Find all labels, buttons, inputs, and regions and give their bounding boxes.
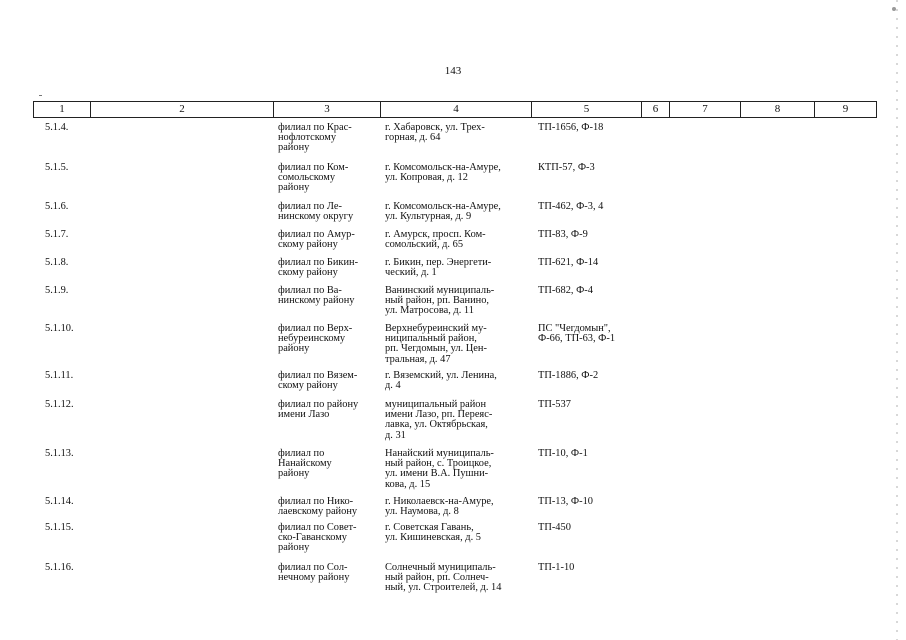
branch-name: филиал по Амур- скому району	[278, 229, 355, 251]
header-cell-9: 9	[842, 103, 849, 115]
row-number: 5.1.5.	[45, 162, 69, 173]
row-number: 5.1.6.	[45, 201, 69, 212]
branch-name: филиал по Бикин- скому району	[278, 257, 359, 279]
branch-name: филиал по Совет- ско-Гаванскому району	[278, 522, 357, 554]
branch-address: Нанайский муниципаль- ный район, с. Троицкое, ул. имени В.А. Пушни- кова, д. 15	[385, 448, 494, 490]
substation-ref: КТП-57, Ф-3	[538, 162, 595, 173]
substation-ref: ТП-83, Ф-9	[538, 229, 588, 240]
header-cell-4: 4	[381, 102, 532, 117]
branch-address: г. Амурск, просп. Ком- сомольский, д. 65	[385, 229, 486, 251]
table-row	[0, 202, 906, 230]
row-number: 5.1.13.	[45, 448, 74, 459]
table-row	[0, 371, 906, 400]
branch-name: филиал по Ле- нинскому округу	[278, 201, 354, 223]
branch-address: г. Вяземский, ул. Ленина, д. 4	[385, 370, 497, 392]
scan-speck	[39, 95, 42, 96]
branch-name: филиал по Крас- нофлотскому району	[278, 122, 352, 154]
page-number: 143	[444, 65, 462, 77]
row-number: 5.1.16.	[45, 562, 74, 573]
table-row	[0, 286, 906, 324]
branch-name: филиал по Сол- нечному району	[278, 562, 350, 584]
table-row	[0, 449, 906, 497]
header-cell-8: 8	[741, 102, 815, 117]
table-header-row	[33, 101, 877, 118]
row-number: 5.1.12.	[45, 399, 74, 410]
substation-ref: ТП-682, Ф-4	[538, 285, 593, 296]
branch-address: Верхнебуреинский му- ниципальный район, рп. Чегдомын, ул. Цен- тральная, д. 47	[385, 323, 487, 365]
row-number: 5.1.14.	[45, 496, 74, 507]
substation-ref: ТП-462, Ф-3, 4	[538, 201, 604, 212]
branch-address: г. Хабаровск, ул. Трех- горная, д. 64	[385, 122, 485, 144]
substation-ref: ТП-450	[538, 522, 571, 533]
row-number: 5.1.4.	[45, 122, 69, 133]
table-row	[0, 324, 906, 371]
table-row	[0, 258, 906, 286]
header-cell-2: 2	[91, 102, 274, 117]
table-row	[0, 230, 906, 258]
branch-address: г. Комсомольск-на-Амуре, ул. Культурная, д. 9	[385, 201, 501, 223]
table-row	[0, 400, 906, 449]
row-number: 5.1.8.	[45, 257, 69, 268]
header-cell-7: 7	[670, 102, 741, 117]
substation-ref: ТП-1886, Ф-2	[538, 370, 599, 381]
branch-address: г. Бикин, пер. Энергети- ческий, д. 1	[385, 257, 492, 279]
branch-address: г. Николаевск-на-Амуре, ул. Наумова, д. 8	[385, 496, 494, 518]
branch-name: филиал по Верх- небуреинскому району	[278, 323, 353, 355]
branch-address: Ванинский муниципаль- ный район, рп. Ванино, ул. Матросова, д. 11	[385, 285, 495, 317]
header-cell-1: 1	[34, 102, 91, 117]
branch-address: г. Комсомольск-на-Амуре, ул. Копровая, д. 12	[385, 162, 501, 184]
header-cell-3: 3	[274, 102, 381, 117]
branch-address: муниципальный район имени Лазо, рп. Переяс- лавка, ул. Октябрьская, д. 31	[385, 399, 493, 441]
table-row	[0, 497, 906, 523]
table-row	[0, 123, 906, 163]
row-number: 5.1.10.	[45, 323, 74, 334]
substation-ref: ТП-1-10	[538, 562, 575, 573]
branch-name: филиал по Нико- лаевскому району	[278, 496, 358, 518]
header-cell-5: 5	[532, 102, 642, 117]
row-number: 5.1.15.	[45, 522, 74, 533]
substation-ref: ТП-537	[538, 399, 571, 410]
substation-ref: ТП-10, Ф-1	[538, 448, 588, 459]
branch-address: г. Советская Гавань, ул. Кишиневская, д. 5	[385, 522, 481, 544]
table-row	[0, 563, 906, 603]
branch-name: филиал по Нанайскому району	[278, 448, 332, 480]
substation-ref: ТП-1656, Ф-18	[538, 122, 604, 133]
branch-address: Солнечный муниципаль- ный район, рп. Солнеч- ный, ул. Строителей, д. 14	[385, 562, 502, 594]
branch-name: филиал по Ва- нинскому району	[278, 285, 355, 307]
substation-ref: ПС "Чегдомын", Ф-66, ТП-63, Ф-1	[538, 323, 616, 345]
branch-name: филиал по Ком- сомольскому району	[278, 162, 349, 194]
substation-ref: ТП-13, Ф-10	[538, 496, 593, 507]
branch-name: филиал по Вязем- скому району	[278, 370, 358, 392]
table-row	[0, 523, 906, 563]
table-body	[0, 123, 906, 603]
row-number: 5.1.7.	[45, 229, 69, 240]
branch-name: филиал по району имени Лазо	[278, 399, 359, 421]
substation-ref: ТП-621, Ф-14	[538, 257, 599, 268]
table-row	[0, 163, 906, 202]
header-cell-6: 6	[642, 102, 670, 117]
row-number: 5.1.9.	[45, 285, 69, 296]
row-number: 5.1.11.	[45, 370, 74, 381]
scan-speck	[892, 7, 896, 11]
